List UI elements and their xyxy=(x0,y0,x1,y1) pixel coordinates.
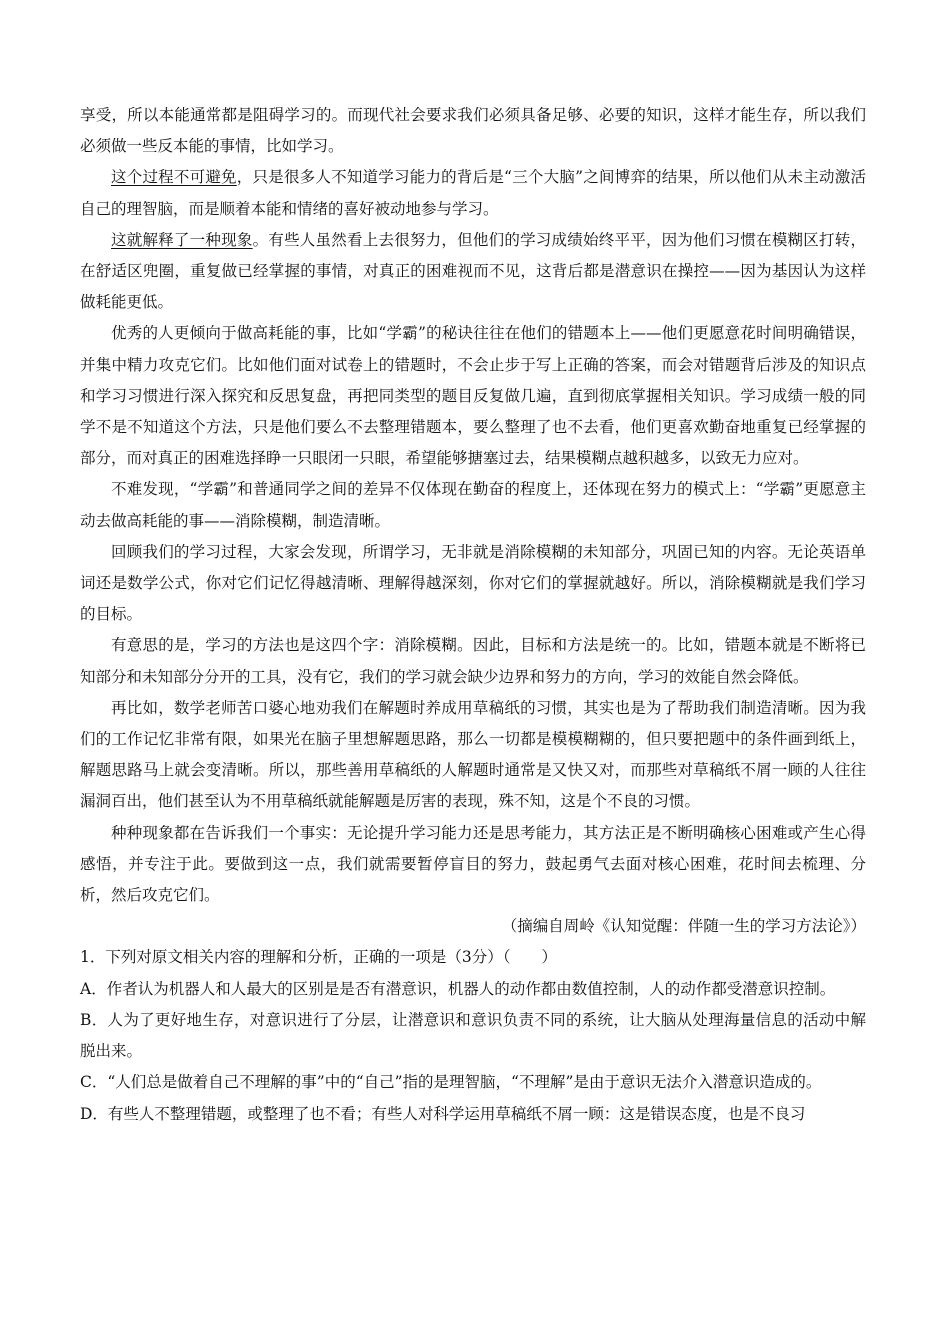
paragraph-2 xyxy=(80,225,866,319)
document-page xyxy=(80,100,866,1130)
option-a: A．作者认为机器人和人最大的区别是是否有潜意识，机器人的动作都由数值控制，人的动作都受潜意识控制。 xyxy=(80,979,836,998)
paragraph-5: 回顾我们的学习过程，大家会发现，所谓学习，无非就是消除模糊的未知部分，巩固已知的内容。无论英语单词还是数学公式，你对它们记忆得越清晰、理解得越深刻，你对它们的掌握就越好。所以，消除模糊就是我们学习的目标。 xyxy=(80,542,866,624)
underlined-phrase-2: 这就解释了一种现象 xyxy=(111,230,253,249)
question-stem: 1．下列对原文相关内容的理解和分析，正确的一项是（3分）（ ） xyxy=(80,948,557,967)
paragraph-7: 再比如，数学老师苦口婆心地劝我们在解题时养成用草稿纸的习惯，其实也是为了帮助我们制造清晰。因为我们的工作记忆非常有限，如果光在脑子里想解题思路，那么一切都是模模糊糊的，但只要把题中的条件画到纸上，解题思路马上就会变清晰。所以，那些善用草稿纸的人解题时通常是又快又对，而那些对草稿纸不屑一顾的人往往漏洞百出，他们甚至认为不用草稿纸就能解题是厉害的表现，殊不知，这是个不良的习惯。 xyxy=(80,698,866,811)
underlined-phrase-1: 这个过程不可避免 xyxy=(111,168,237,187)
paragraph-4: 不难发现，“学霸”和普通同学之间的差异不仅体现在勤奋的程度上，还体现在努力的模式上：“学霸”更愿意主动去做高耗能的事——消除模糊，制造清晰。 xyxy=(80,480,866,530)
paragraph-6: 有意思的是，学习的方法也是这四个字：消除模糊。因此，目标和方法是统一的。比如，错题本就是不断将已知部分和未知部分分开的工具，没有它，我们的学习就会缺少边界和努力的方向，学习的效能自然会降低。 xyxy=(80,636,866,686)
option-c: C．“人们总是做着自己不理解的事”中的“自己”指的是理智脑，“不理解”是由于意识无法介入潜意识造成的。 xyxy=(80,1073,822,1092)
paragraph-3: 优秀的人更倾向于做高耗能的事，比如“学霸”的秘诀往往在他们的错题本上——他们更愿意花时间明确错误，并集中精力攻克它们。比如他们面对试卷上的错题时，不会止步于写上正确的答案，而会对错题背后涉及的知识点和学习习惯进行深入探究和反思复盘，再把同类型的题目反复做几遍，直到彻底掌握相关知识。学习成绩一般的同学不是不知道这个方法，只是他们要么不去整理错题本，要么整理了也不去看，他们更喜欢勤奋地重复已经掌握的部分，而对真正的困难选择睁一只眼闭一只眼，希望能够搪塞过去，结果模糊点越积越多，以致无力应对。 xyxy=(80,324,866,468)
paragraph-2-text: 。有些人虽然看上去很努力，但他们的学习成绩始终平平，因为他们习惯在模糊区打转，在舒适区兜圈，重复做已经掌握的事情，对真正的困难视而不见，这背后都是潜意识在操控——因为基因认为这样做耗能更低。 xyxy=(80,230,866,312)
paragraph-8: 种种现象都在告诉我们一个事实：无论提升学习能力还是思考能力，其方法正是不断明确核心困难或产生心得感悟，并专注于此。要做到这一点，我们就需要暂停盲目的努力，鼓起勇气去面对核心困难，花时间去梳理、分析，然后攻克它们。 xyxy=(80,823,866,905)
paragraph-1 xyxy=(80,162,866,224)
paragraph-continued: 享受，所以本能通常都是阻碍学习的。而现代社会要求我们必须具备足够、必要的知识，这样才能生存，所以我们必须做一些反本能的事情，比如学习。 xyxy=(80,106,866,156)
source-citation: （摘编自周岭《认知觉醒：伴随一生的学习方法论》） xyxy=(501,917,866,936)
option-b: B．人为了更好地生存，对意识进行了分层，让潜意识和意识负责不同的系统，让大脑从处理海量信息的活动中解脱出来。 xyxy=(80,1010,866,1061)
option-d: D．有些人不整理错题，或整理了也不看；有些人对科学运用草稿纸不屑一顾：这是错误态度，也是不良习 xyxy=(80,1104,806,1123)
paragraph-1-text: ，只是很多人不知道学习能力的背后是“三个大脑”之间博弈的结果，所以他们从未主动激活自己的理智脑，而是顺着本能和情绪的喜好被动地参与学习。 xyxy=(80,168,866,218)
